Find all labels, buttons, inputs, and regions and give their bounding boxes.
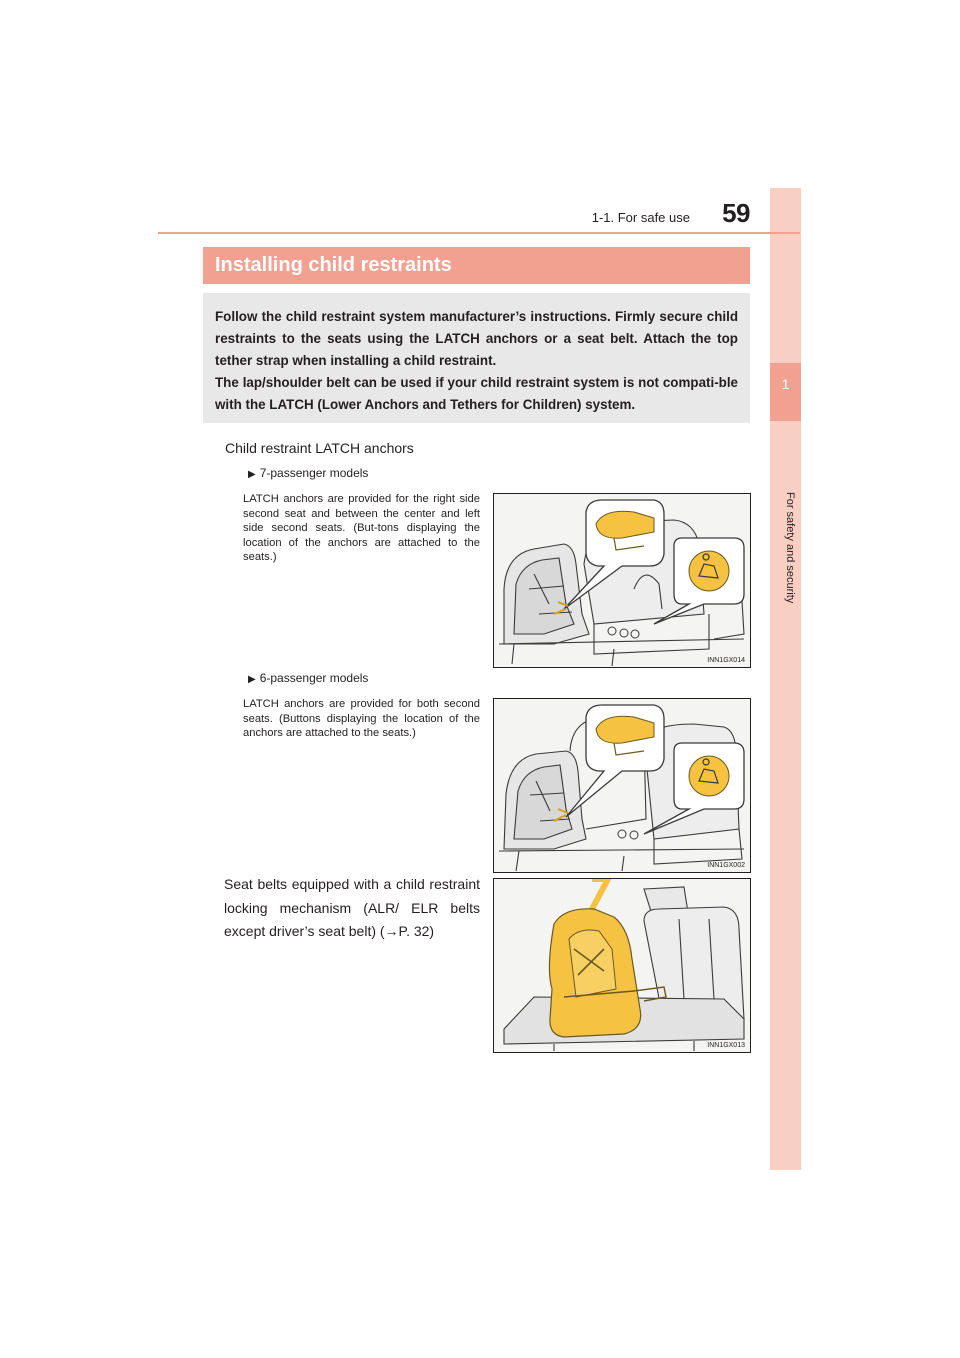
model-label-7-passenger: ▶ 7-passenger models	[248, 466, 369, 480]
header-rule	[158, 232, 800, 234]
page-number: 59	[722, 198, 750, 228]
figure-7-passenger-latch	[493, 493, 751, 668]
intro-box	[203, 293, 750, 423]
figure-id: INN1GX013	[707, 1042, 745, 1049]
seat-belt-illustration	[494, 879, 750, 1052]
triangle-bullet-icon: ▶	[248, 469, 256, 480]
seat-illustration-6-passenger	[494, 699, 750, 872]
model-description-7-passenger: LATCH anchors are provided for the right side second seat and between the center and left side second seats. (But-tons displaying the location of the anchors are attached to the seats.)	[243, 493, 480, 563]
section-heading: 1-1. For safe use	[591, 210, 690, 225]
latch-heading: Child restraint LATCH anchors	[225, 440, 414, 456]
triangle-bullet-icon: ▶	[248, 674, 256, 685]
page-title: Installing child restraints	[215, 254, 452, 276]
side-tab	[770, 188, 801, 1170]
title-bar	[203, 247, 750, 284]
model-label-6-passenger: ▶ 6-passenger models	[248, 671, 369, 685]
chapter-label: For safety and security	[784, 492, 796, 604]
figure-id: INN1GX014	[707, 657, 745, 664]
seat-illustration-7-passenger	[494, 494, 750, 667]
figure-6-passenger-latch	[493, 698, 751, 873]
chapter-number: 1	[781, 376, 790, 392]
side-tab-number-bg	[770, 363, 801, 421]
seat-belt-text: Seat belts equipped with a child restraint locking mechanism (ALR/ ELR belts except driver’s seat belt) (→P. 32)	[224, 876, 480, 939]
figure-id: INN1GX002	[707, 862, 745, 869]
model-description-6-passenger: LATCH anchors are provided for both second seats. (Buttons displaying the location of the anchors are attached to the seats.)	[243, 698, 480, 739]
intro-paragraph-1: Follow the child restraint system manufacturer’s instructions. Firmly secure child restraints to the seats using the LATCH anchors or a seat belt. Attach the top tether strap when installing a child restraint.	[215, 309, 738, 368]
intro-paragraph-2: The lap/shoulder belt can be used if your child restraint system is not compati-ble with the LATCH (Lower Anchors and Tethers for Children) system.	[215, 375, 738, 412]
figure-seat-belt-child-restraint	[493, 878, 751, 1053]
